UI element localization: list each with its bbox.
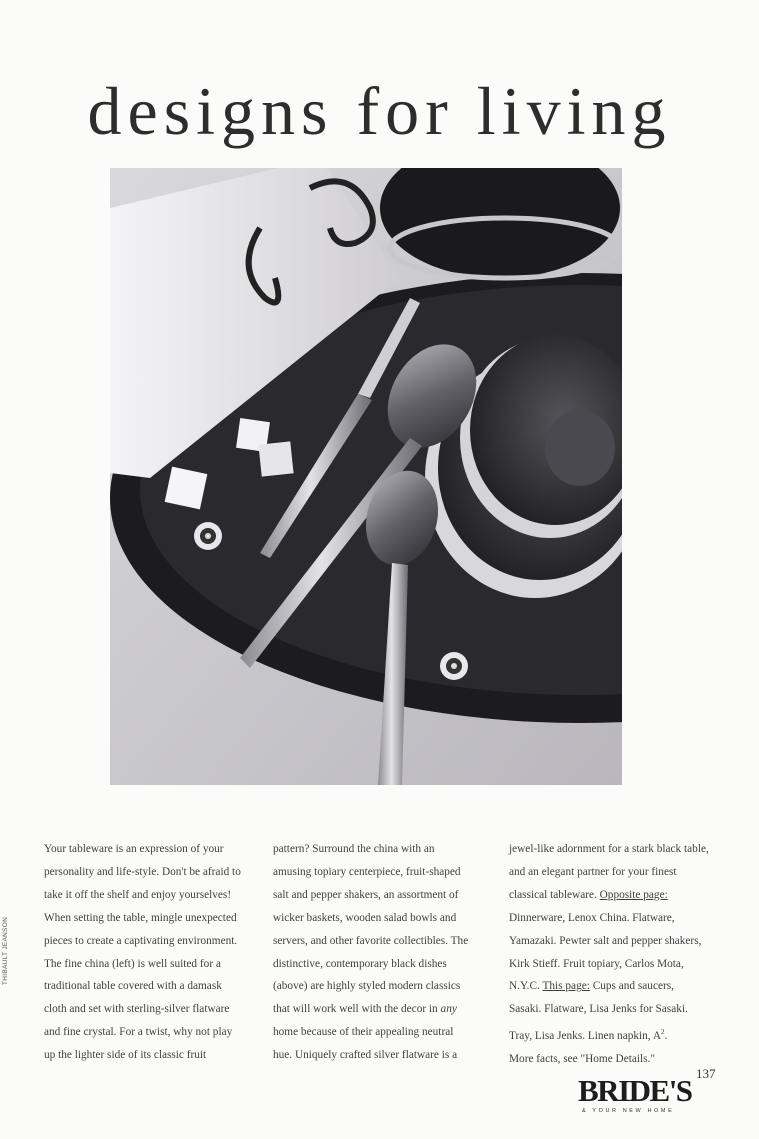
text-line: Your tableware is an expression of your xyxy=(44,843,224,855)
text-line: pattern? Surround the china with an xyxy=(273,843,435,855)
text-fragment: classical tableware. xyxy=(509,888,600,901)
text-line: traditional table covered with a damask xyxy=(44,980,222,993)
text-line: take it off the shelf and enjoy yourselves! xyxy=(44,888,232,901)
text-line xyxy=(509,975,724,998)
text-line xyxy=(509,884,724,907)
text-line: Yamazaki. Pewter salt and pepper shakers, xyxy=(509,934,702,947)
text-line: personality and life-style. Don't be afraid to xyxy=(44,865,241,878)
text-line: and an elegant partner for your finest xyxy=(509,865,677,878)
text-fragment: N.Y.C. xyxy=(509,980,543,993)
page-number: 137 xyxy=(696,1066,716,1081)
logo-tagline: & YOUR NEW HOME xyxy=(582,1108,675,1114)
text-line: Dinnerware, Lenox China. Flatware, xyxy=(509,911,675,924)
text-line: jewel-like adornment for a stark black table, xyxy=(509,843,709,855)
brides-logo xyxy=(578,1074,696,1120)
text-line: servers, and other favorite collectibles. The xyxy=(273,934,469,947)
text-line: salt and pepper shakers, an assortment of xyxy=(273,888,459,901)
page-title: designs for living xyxy=(87,73,672,149)
text-column-2 xyxy=(273,838,488,1067)
text-line: cloth and set with sterling-silver flatware xyxy=(44,1003,230,1016)
text-column-3 xyxy=(509,838,724,1071)
text-line: Sasaki. Flatware, Lisa Jenks for Sasaki. xyxy=(509,1003,688,1016)
text-line: (above) are highly styled modern classics xyxy=(273,980,461,993)
text-line xyxy=(509,1021,724,1048)
text-fragment: Tray, Lisa Jenks. Linen napkin, A xyxy=(509,1030,661,1043)
text-line: hue. Uniquely crafted silver flatware is a xyxy=(273,1049,458,1062)
text-line: wicker baskets, wooden salad bowls and xyxy=(273,911,457,924)
logo-wordmark: BRIDE'S xyxy=(578,1073,692,1108)
text-fragment: that will work well with the decor in xyxy=(273,1003,441,1016)
text-line: home because of their appealing neutral xyxy=(273,1026,454,1039)
superscript: 2 xyxy=(660,1028,665,1037)
text-line xyxy=(273,998,488,1021)
photo-credit: THIBAULT JEANSON xyxy=(2,916,9,985)
body-text xyxy=(44,838,724,1078)
opposite-page-label: Opposite page: xyxy=(599,888,668,901)
emphasis-any: any xyxy=(440,1003,457,1016)
text-line: Kirk Stieff. Fruit topiary, Carlos Mota, xyxy=(509,957,684,970)
tableware-photo xyxy=(110,168,622,785)
text-fragment: . xyxy=(664,1030,668,1043)
text-line: amusing topiary centerpiece, fruit-shaped xyxy=(273,865,461,878)
text-column-1 xyxy=(44,838,259,1067)
text-line: distinctive, contemporary black dishes xyxy=(273,957,447,970)
text-line: When setting the table, mingle unexpected xyxy=(44,911,237,924)
this-page-label: This page: xyxy=(542,980,590,993)
text-line: pieces to create a captivating environment. xyxy=(44,934,238,947)
text-line: and fine crystal. For a twist, why not play xyxy=(44,1026,233,1039)
text-line: The fine china (left) is well suited for a xyxy=(44,957,221,970)
text-line: up the lighter side of its classic fruit xyxy=(44,1049,207,1062)
text-line: More facts, see "Home Details." xyxy=(509,1052,655,1065)
text-fragment: Cups and saucers, xyxy=(589,980,674,993)
